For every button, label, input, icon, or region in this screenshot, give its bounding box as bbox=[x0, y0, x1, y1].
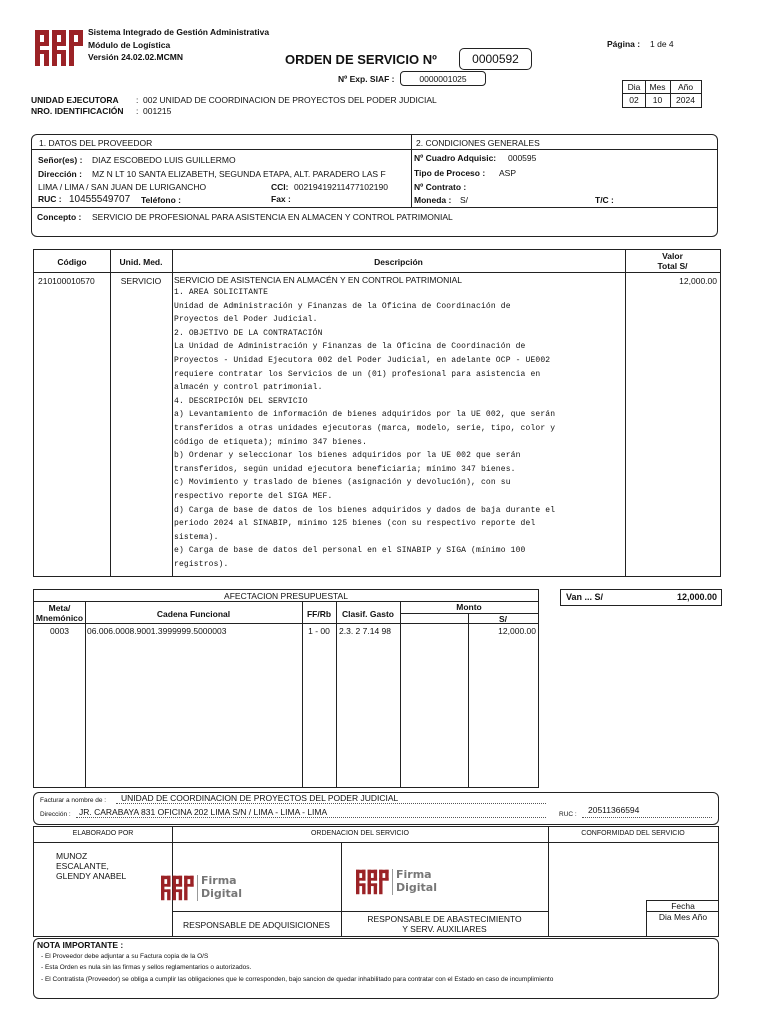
order-number: 0000592 bbox=[472, 52, 519, 66]
desc-line: Proyectos - Unidad Ejecutora 002 del Poder Judicial, en adelante OCP - UE002 bbox=[174, 355, 551, 365]
digital-text-2: Digital bbox=[396, 881, 437, 894]
direccion-bill-label: Dirección : bbox=[40, 811, 71, 818]
note-line: - El Contratista (Proveedor) se obliga a cumplir las obligaciones que le corresponden, bajo sancion de quedar inhabilitado para contratar con el Estado en caso de incumplimiento bbox=[41, 976, 554, 983]
ordenacion-header: ORDENACION DEL SERVICIO bbox=[310, 830, 410, 837]
afectacion-title: AFECTACION PRESUPUESTAL bbox=[224, 591, 348, 601]
desc-line: e) Carga de base de datos del personal en el SINABIP y SIGA (mínimo 100 bbox=[174, 546, 526, 556]
date-month: 10 bbox=[652, 95, 663, 105]
conformidad-header: CONFORMIDAD DEL SERVICIO bbox=[581, 830, 685, 837]
ruc-bill-value: 20511366594 bbox=[588, 805, 640, 815]
date-header-year: Año bbox=[677, 82, 694, 92]
page-label: Página : bbox=[607, 39, 641, 49]
desc-line: requiere contratar los Servicios de un (01) profesional para asistencia en bbox=[174, 369, 541, 379]
resp-abastecimiento-1: RESPONSABLE DE ABASTECIMIENTO bbox=[367, 914, 522, 924]
digital-text-1: Digital bbox=[201, 887, 242, 900]
notes-section bbox=[33, 938, 719, 999]
ruc-label: RUC : bbox=[38, 194, 62, 204]
concepto-value: SERVICIO DE PROFESIONAL PARA ASISTENCIA EN ALMACEN Y CONTROL PATRIMONIAL bbox=[92, 212, 453, 222]
fecha-box bbox=[646, 900, 718, 936]
version: Versión 24.02.02.MCMN bbox=[88, 52, 183, 62]
module-name: Módulo de Logística bbox=[88, 40, 171, 50]
fax-label: Fax : bbox=[271, 194, 291, 204]
row-description bbox=[174, 286, 622, 571]
resp-abastecimiento-2: Y SERV. AUXILIARES bbox=[402, 924, 487, 934]
pj-logo-icon bbox=[35, 28, 85, 68]
note-line: - Esta Orden es nula sin las firmas y sellos reglamentarios o autorizados. bbox=[41, 964, 252, 971]
provider-section-title: 1. DATOS DEL PROVEEDOR bbox=[39, 138, 153, 148]
afect-monto: 12,000.00 bbox=[498, 626, 536, 636]
facturar-dots bbox=[116, 803, 546, 804]
page-value: 1 de 4 bbox=[650, 39, 674, 49]
col-valor-1: Valor bbox=[662, 251, 683, 261]
col-valor-2: Total S/ bbox=[657, 261, 688, 271]
row-unid: SERVICIO bbox=[120, 276, 162, 286]
date-year: 2024 bbox=[676, 95, 695, 105]
van-box bbox=[560, 589, 722, 606]
tipo-proceso-label: Tipo de Proceso : bbox=[414, 168, 486, 178]
exp-siaf-label: Nº Exp. SIAF : bbox=[338, 74, 395, 84]
date-header-month: Mes bbox=[649, 82, 666, 92]
nro-ident-label: NRO. IDENTIFICACIÓN bbox=[31, 106, 124, 116]
nro-ident-value: 001215 bbox=[143, 106, 172, 116]
billing-section bbox=[33, 792, 719, 825]
telefono-label: Teléfono : bbox=[141, 195, 181, 205]
col-descripcion: Descripción bbox=[374, 257, 423, 267]
desc-line: 2. OBJETIVO DE LA CONTRATACIÓN bbox=[174, 328, 323, 338]
date-box bbox=[622, 80, 702, 108]
tipo-proceso-value: ASP bbox=[499, 168, 517, 178]
fecha-cols: Dia Mes Año bbox=[658, 912, 708, 922]
desc-line: transferidos a otras unidades ejecutoras (marca, modelo, serie, tipo, color y bbox=[174, 423, 556, 433]
tc-label: T/C : bbox=[595, 195, 614, 205]
direccion-label: Dirección : bbox=[38, 169, 82, 179]
moneda-label: Moneda : bbox=[414, 195, 452, 205]
date-day: 02 bbox=[629, 95, 639, 105]
col-unid-med: Unid. Med. bbox=[119, 257, 163, 267]
col-monto: Monto bbox=[456, 602, 482, 612]
colon: : bbox=[136, 95, 139, 105]
col-clasif: Clasif. Gasto bbox=[342, 609, 394, 619]
desc-line: 4. DESCRIPCIÓN DEL SERVICIO bbox=[174, 396, 308, 406]
provider-section bbox=[31, 134, 718, 237]
col-meta-2: Mnemónico bbox=[35, 613, 84, 623]
colon: : bbox=[136, 106, 139, 116]
facturar-value: UNIDAD DE COORDINACION DE PROYECTOS DEL PODER JUDICIAL bbox=[121, 793, 399, 803]
desc-line: registros). bbox=[174, 559, 229, 569]
desc-line: d) Carga de base de datos de los bienes adquiridos y dados de baja durante el bbox=[174, 505, 556, 515]
afect-meta: 0003 bbox=[50, 626, 69, 636]
desc-line: respectivo reporte del SIGA MEF. bbox=[174, 491, 333, 501]
provider-location: LIMA / LIMA / SAN JUAN DE LURIGANCHO bbox=[38, 182, 207, 192]
cuadro-label: Nº Cuadro Adquisic: bbox=[414, 153, 497, 163]
header-logo bbox=[35, 28, 85, 68]
firma-digital-stamp-2 bbox=[356, 867, 436, 899]
desc-line: código de etiqueta); mínimo 347 bienes. bbox=[174, 437, 368, 447]
desc-line: Proyectos del Poder Judicial. bbox=[174, 315, 318, 325]
ruc-bill-label: RUC : bbox=[559, 811, 577, 818]
page-title: ORDEN DE SERVICIO Nº bbox=[285, 52, 437, 67]
afect-clasif: 2.3. 2 7.14 98 bbox=[339, 626, 391, 636]
row-title: SERVICIO DE ASISTENCIA EN ALMACÉN Y EN CONTROL PATRIMONIAL bbox=[174, 275, 462, 285]
desc-line: almacén y control patrimonial. bbox=[174, 383, 323, 393]
afectacion-table bbox=[33, 589, 539, 788]
ruc-value: 10455549707 bbox=[69, 194, 131, 205]
van-value: 12,000.00 bbox=[676, 592, 717, 602]
items-table bbox=[33, 249, 721, 577]
system-name: Sistema Integrado de Gestión Administrativa bbox=[88, 27, 270, 37]
row-valor: 12,000.00 bbox=[679, 276, 717, 286]
date-header-day: Dia bbox=[627, 82, 641, 92]
direccion-value: MZ N LT 10 SANTA ELIZABETH, SEGUNDA ETAPA, ALT. PARADERO LAS F bbox=[92, 169, 386, 179]
col-codigo: Código bbox=[57, 257, 87, 267]
firma-digital-stamp-1 bbox=[161, 873, 241, 905]
col-meta-1: Meta/ bbox=[48, 603, 71, 613]
senor-label: Señor(es) : bbox=[38, 155, 83, 165]
col-monto-sub: S/ bbox=[498, 614, 508, 624]
desc-line: sistema). bbox=[174, 532, 219, 542]
cuadro-value: 000595 bbox=[508, 153, 537, 163]
desc-line: periodo 2024 al SINABIP, mínimo 125 bienes (con su respectivo reporte del bbox=[174, 519, 536, 529]
exp-siaf-value: 0000001025 bbox=[419, 74, 467, 84]
order-number-box bbox=[459, 48, 532, 70]
concepto-label: Concepto : bbox=[37, 212, 82, 222]
moneda-value: S/ bbox=[460, 195, 469, 205]
desc-line: La Unidad de Administración y Finanzas de la Oficina de Coordinación de bbox=[174, 342, 526, 352]
pj-logo-icon bbox=[356, 867, 390, 897]
desc-line: c) Movimiento y traslado de bienes (asignación y devolución), con su bbox=[174, 478, 511, 488]
elaborado-name-2: ESCALANTE, bbox=[56, 861, 109, 871]
desc-line: transferidos, según unidad ejecutora beneficiaria; mínimo 347 bienes. bbox=[174, 464, 516, 474]
desc-line: 1. AREA SOLICITANTE bbox=[174, 288, 269, 297]
resp-adquisiciones: RESPONSABLE DE ADQUISICIONES bbox=[183, 920, 330, 930]
row-codigo: 210100010570 bbox=[38, 276, 95, 286]
senor-value: DIAZ ESCOBEDO LUIS GUILLERMO bbox=[92, 155, 236, 165]
facturar-label: Facturar a nombre de : bbox=[40, 797, 107, 804]
fecha-label: Fecha bbox=[671, 901, 695, 911]
signatures-section bbox=[33, 826, 719, 937]
elaborado-header: ELABORADO POR bbox=[72, 830, 134, 837]
van-label: Van ... S/ bbox=[566, 592, 604, 602]
col-ffrb: FF/Rb bbox=[306, 609, 332, 619]
col-cadena: Cadena Funcional bbox=[156, 609, 231, 619]
elaborado-name-3: GLENDY ANABEL bbox=[56, 871, 127, 881]
direccion-dots bbox=[76, 817, 546, 818]
note-line: - El Proveedor debe adjuntar a su Factura copia de la O/S bbox=[41, 953, 209, 960]
exp-siaf-box bbox=[400, 71, 486, 86]
cci-value: 00219419211477102190 bbox=[294, 182, 388, 192]
direccion-bill-value: JR. CARABAYA 831 OFICINA 202 LIMA S/N / LIMA - LIMA - LIMA bbox=[79, 807, 328, 817]
desc-line: Unidad de Administración y Finanzas de la Oficina de Coordinación de bbox=[174, 301, 511, 311]
afect-cadena: 06.006.0008.9001.3999999.5000003 bbox=[87, 626, 227, 636]
unidad-ejecutora-value: 002 UNIDAD DE COORDINACION DE PROYECTOS DEL PODER JUDICIAL bbox=[143, 95, 437, 105]
contrato-label: Nº Contrato : bbox=[414, 182, 467, 192]
unidad-ejecutora-label: UNIDAD EJECUTORA bbox=[31, 95, 119, 105]
desc-line: a) Levantamiento de información de bienes adquiridos por la UE 002, que serán bbox=[174, 410, 556, 420]
firma-text-1: Firma bbox=[201, 874, 237, 887]
desc-line: b) Ordenar y seleccionar los bienes adquiridos por la UE 002 que serán bbox=[174, 451, 521, 461]
elaborado-name-1: MUNOZ bbox=[56, 851, 88, 861]
pj-logo-icon bbox=[161, 873, 195, 903]
firma-text-2: Firma bbox=[396, 868, 432, 881]
ruc-dots bbox=[582, 817, 712, 818]
notes-title: NOTA IMPORTANTE : bbox=[37, 940, 124, 950]
afect-ffrb: 1 - 00 bbox=[308, 626, 330, 636]
cci-label: CCI: bbox=[271, 182, 289, 192]
conditions-section-title: 2. CONDICIONES GENERALES bbox=[416, 138, 540, 148]
